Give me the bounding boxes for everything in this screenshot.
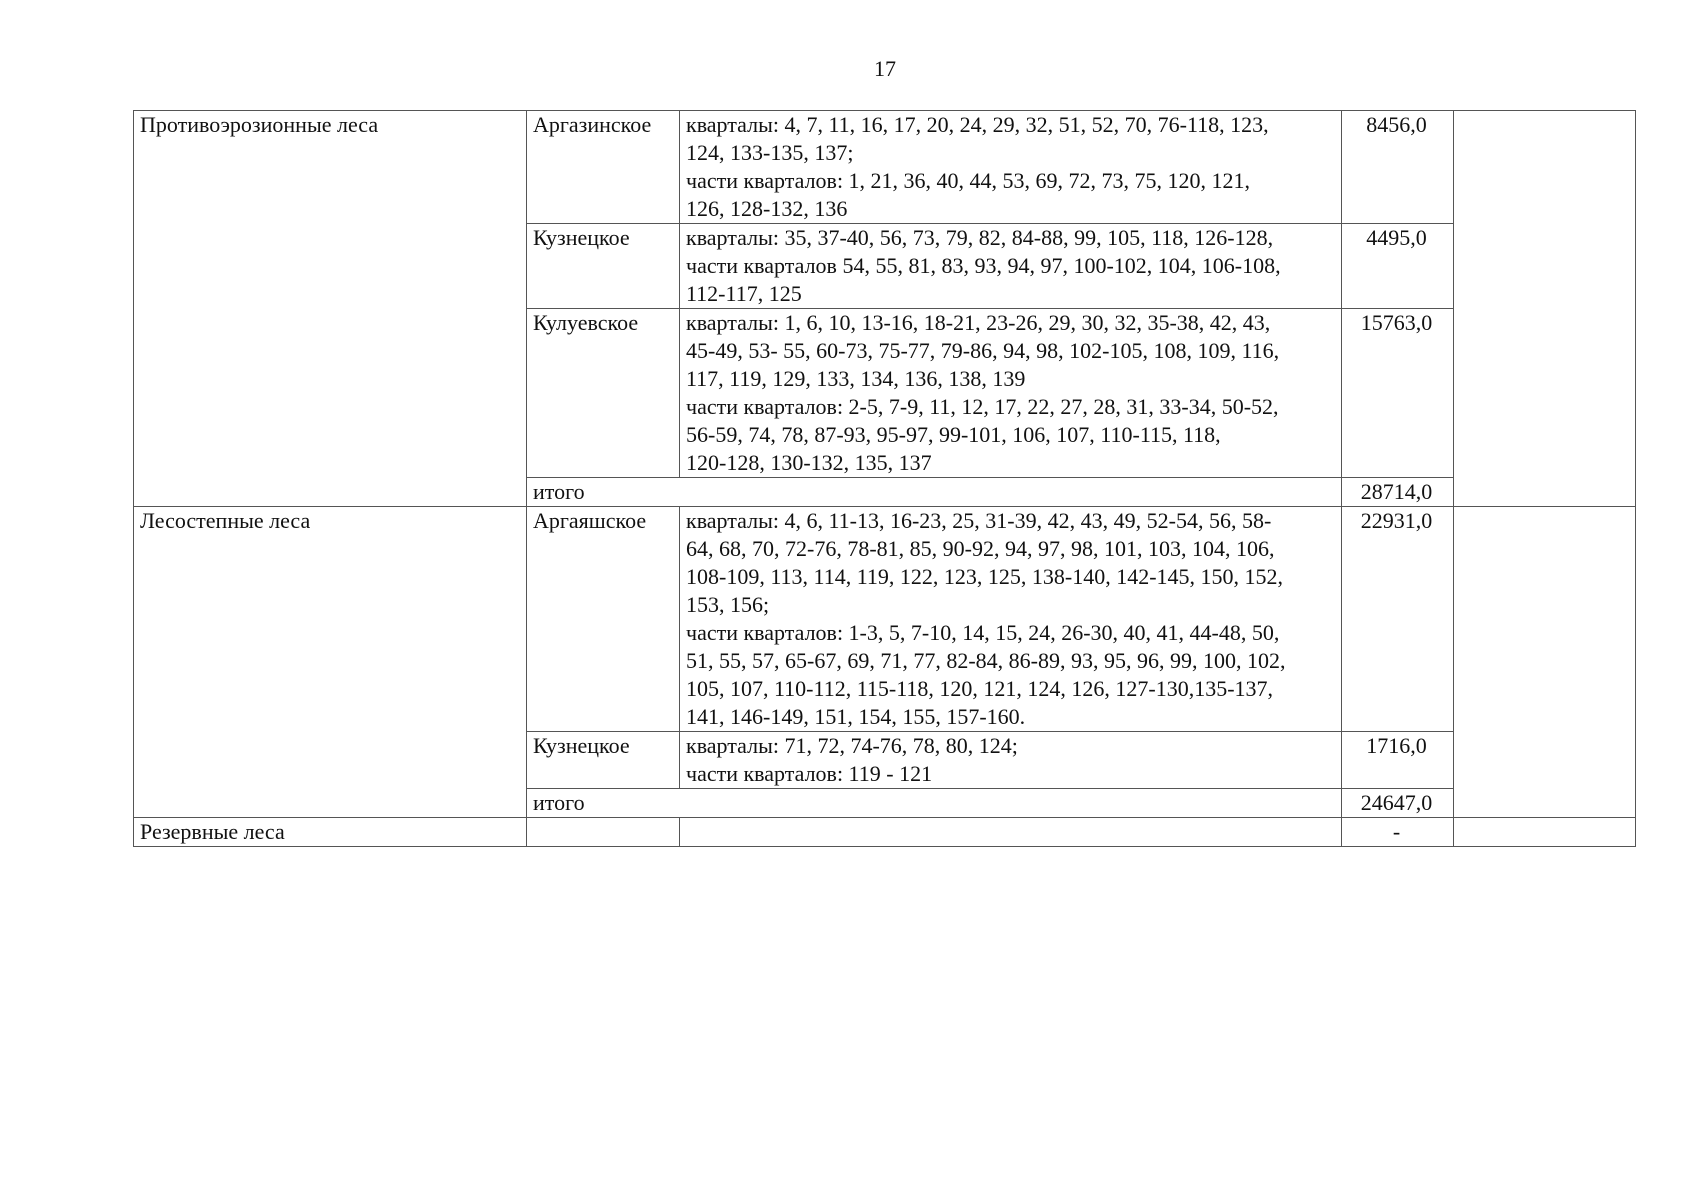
area-value: 1716,0	[1342, 732, 1454, 789]
quarters-line: части кварталов: 1, 21, 36, 40, 44, 53, 69, 72, 73, 75, 120, 121,	[686, 168, 1251, 193]
forestry-name-empty	[527, 818, 680, 847]
quarters-line: 56-59, 74, 78, 87-93, 95-97, 99-101, 106, 107, 110-115, 118,	[686, 422, 1221, 447]
forestry-name: Кулуевское	[527, 309, 680, 478]
quarters-line: 153, 156;	[686, 592, 770, 617]
area-value: 8456,0	[1342, 111, 1454, 224]
table-row	[134, 507, 1636, 732]
quarters-description	[680, 224, 1342, 309]
page-number: 17	[874, 56, 896, 81]
quarters-line: 141, 146-149, 151, 154, 155, 157-160.	[686, 704, 1026, 729]
quarters-line: части кварталов: 119 - 121	[686, 761, 933, 786]
quarters-line: 126, 128-132, 136	[686, 196, 848, 221]
empty-cell	[1454, 818, 1636, 847]
quarters-line: части кварталов 54, 55, 81, 83, 93, 94, 97, 100-102, 104, 106-108,	[686, 253, 1281, 278]
quarters-line: 105, 107, 110-112, 115-118, 120, 121, 124, 126, 127-130,135-137,	[686, 676, 1274, 701]
quarters-description	[680, 732, 1342, 789]
quarters-line: части кварталов: 1-3, 5, 7-10, 14, 15, 24, 26-30, 40, 41, 44-48, 50,	[686, 620, 1280, 645]
area-value: 4495,0	[1342, 224, 1454, 309]
total-label: итого	[527, 478, 1342, 507]
forest-category: Резервные леса	[134, 818, 527, 847]
quarters-line: 120-128, 130-132, 135, 137	[686, 450, 932, 475]
table-body	[134, 111, 1636, 847]
total-area-value: 24647,0	[1342, 789, 1454, 818]
area-value: 22931,0	[1342, 507, 1454, 732]
forestry-name: Аргазинское	[527, 111, 680, 224]
table-row	[134, 111, 1636, 224]
empty-cell	[1454, 507, 1636, 818]
quarters-line: 117, 119, 129, 133, 134, 136, 138, 139	[686, 366, 1026, 391]
quarters-line: кварталы: 1, 6, 10, 13-16, 18-21, 23-26, 29, 30, 32, 35-38, 42, 43,	[686, 310, 1271, 335]
forestry-name: Кузнецкое	[527, 732, 680, 789]
quarters-description	[680, 507, 1342, 732]
area-value: -	[1342, 818, 1454, 847]
area-value: 15763,0	[1342, 309, 1454, 478]
forestry-name: Кузнецкое	[527, 224, 680, 309]
quarters-line: части кварталов: 2-5, 7-9, 11, 12, 17, 22, 27, 28, 31, 33-34, 50-52,	[686, 394, 1279, 419]
forest-category: Лесостепные леса	[134, 507, 527, 818]
quarters-line: 45-49, 53- 55, 60-73, 75-77, 79-86, 94, 98, 102-105, 108, 109, 116,	[686, 338, 1280, 363]
quarters-line: 124, 133-135, 137;	[686, 140, 854, 165]
quarters-line: 108-109, 113, 114, 119, 122, 123, 125, 138-140, 142-145, 150, 152,	[686, 564, 1284, 589]
quarters-description	[680, 309, 1342, 478]
quarters-line: 51, 55, 57, 65-67, 69, 71, 77, 82-84, 86-89, 93, 95, 96, 99, 100, 102,	[686, 648, 1286, 673]
forestry-name: Аргаяшское	[527, 507, 680, 732]
protective-forests-table	[133, 110, 1636, 847]
quarters-description-empty	[680, 818, 1342, 847]
forest-category: Противоэрозионные леса	[134, 111, 527, 507]
total-label: итого	[527, 789, 1342, 818]
quarters-line: кварталы: 4, 6, 11-13, 16-23, 25, 31-39, 42, 43, 49, 52-54, 56, 58-	[686, 508, 1272, 533]
quarters-line: кварталы: 35, 37-40, 56, 73, 79, 82, 84-88, 99, 105, 118, 126-128,	[686, 225, 1274, 250]
empty-cell	[1454, 111, 1636, 507]
quarters-line: 64, 68, 70, 72-76, 78-81, 85, 90-92, 94, 97, 98, 101, 103, 104, 106,	[686, 536, 1275, 561]
quarters-line: кварталы: 4, 7, 11, 16, 17, 20, 24, 29, 32, 51, 52, 70, 76-118, 123,	[686, 112, 1269, 137]
reserve-row	[134, 818, 1636, 847]
quarters-description	[680, 111, 1342, 224]
quarters-line: кварталы: 71, 72, 74-76, 78, 80, 124;	[686, 733, 1018, 758]
total-area-value: 28714,0	[1342, 478, 1454, 507]
quarters-line: 112-117, 125	[686, 281, 802, 306]
